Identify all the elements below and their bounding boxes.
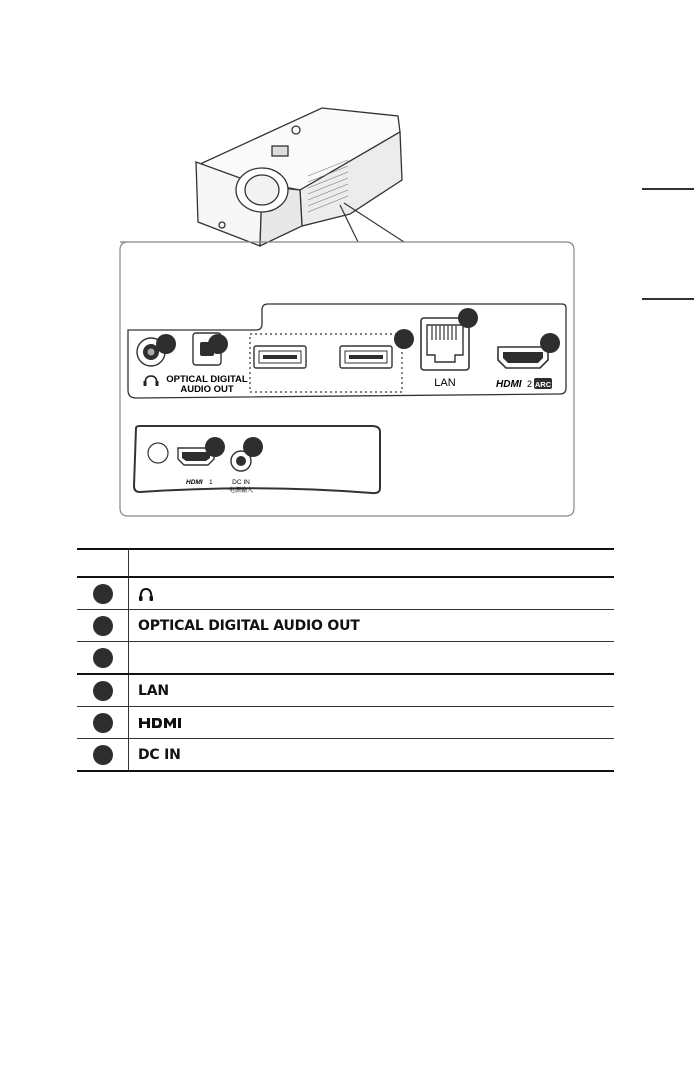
hdmi2-number: 2 xyxy=(527,379,533,389)
usb-port-2 xyxy=(340,346,392,368)
row-marker xyxy=(93,648,113,668)
table-header-number xyxy=(77,549,129,577)
svg-text:HDMI: HDMI xyxy=(496,379,522,390)
optical-label-line1: OPTICAL DIGITAL xyxy=(166,374,248,385)
arc-badge: ARC xyxy=(534,380,552,389)
table-header-description xyxy=(129,549,615,577)
callout-marker-3 xyxy=(394,329,414,349)
svg-text:HDMI: HDMI xyxy=(186,479,203,486)
table-row xyxy=(77,577,614,610)
projector-illustration xyxy=(196,108,402,246)
callout-marker-2 xyxy=(208,334,228,354)
headphone-icon xyxy=(138,586,154,602)
callout-marker-6 xyxy=(205,437,225,457)
row-marker xyxy=(93,584,113,604)
table-row xyxy=(77,707,614,739)
dc-in-label: DC IN xyxy=(232,479,250,486)
side-panel-marker-empty xyxy=(148,443,168,463)
table-row xyxy=(77,642,614,675)
hdmi1-number: 1 xyxy=(209,479,213,486)
ports-table xyxy=(77,548,614,772)
table-row xyxy=(77,674,614,707)
lan-label: LAN xyxy=(434,377,456,389)
hdmi-port-2 xyxy=(498,347,548,368)
table-row xyxy=(77,739,614,772)
callout-marker-5 xyxy=(540,333,560,353)
side-panel-outline xyxy=(134,426,380,493)
row-label: OPTICAL DIGITAL AUDIO OUT xyxy=(138,617,360,634)
row-marker xyxy=(93,616,113,636)
optical-label-line2: AUDIO OUT xyxy=(180,384,234,395)
hdmi-logo-icon xyxy=(138,717,186,729)
projector-rear-panel-figure xyxy=(0,0,694,525)
callout-marker-1 xyxy=(156,334,176,354)
row-marker xyxy=(93,745,113,765)
usb-port-1 xyxy=(254,346,306,368)
table-header-row xyxy=(77,549,614,577)
dc-in-label-cn: 电源输入 xyxy=(228,487,254,494)
callout-marker-7 xyxy=(243,437,263,457)
row-marker xyxy=(93,681,113,701)
row-label: LAN xyxy=(138,682,169,699)
callout-marker-4 xyxy=(458,308,478,328)
row-label: DC IN xyxy=(138,746,181,763)
row-marker xyxy=(93,713,113,733)
table-row xyxy=(77,610,614,642)
